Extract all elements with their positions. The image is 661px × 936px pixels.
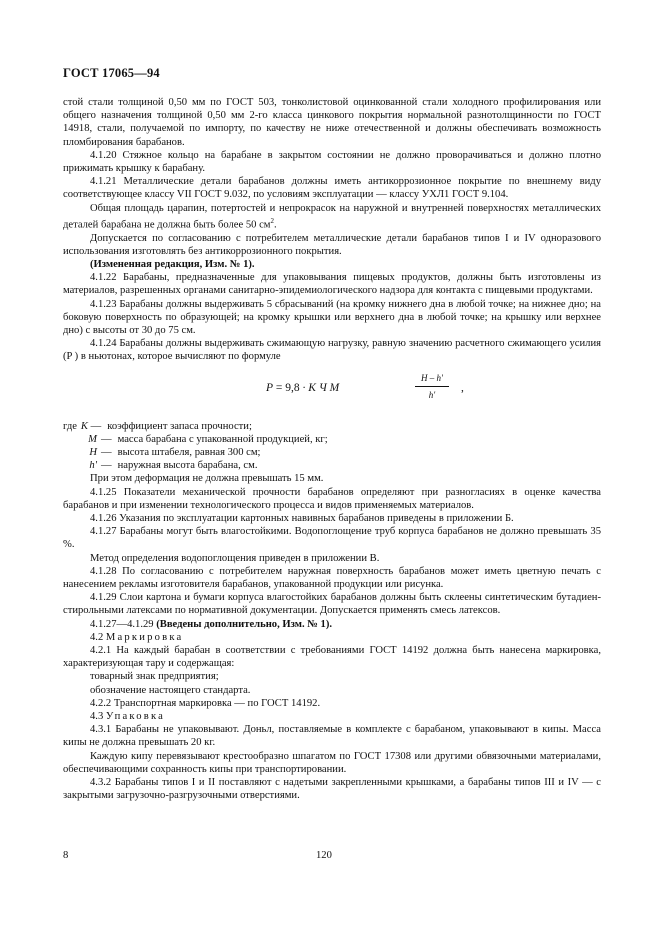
paragraph: 4.3.2 Барабаны типов I и II поставляют с надетыми закрепленными крышками, а барабаны типов III и IV — с закрытыми загрузочно-разгрузочными отверстиями. [63,777,601,802]
clause-range: 4.1.27—4.1.29 [90,618,157,630]
paragraph [63,202,601,232]
paragraph: 4.1.27 Барабаны могут быть влагостойкими. Водопоглощение труб корпуса барабанов не должно превышать 35 %. [63,526,601,551]
formula-main [266,382,339,395]
legend-dash: — [101,447,112,458]
formula-numerator: H – h' [415,372,449,387]
legend-row [63,433,601,446]
formula-lhs: P [266,381,274,394]
paragraph: стой стали толщиной 0,50 мм по ГОСТ 503, тонколистовой оцинкованной стали холодного профилирования или общего назначения толщиной 0,50 мм 2-го класса цинкового покрытия нормальной разнотолщинности по ГОСТ 14918, стали, получаемой по импорту, по качеству не ниже отечественной и должны обеспечивать возможность пломбирования барабанов. [63,97,601,148]
legend-symbol: M [88,433,97,445]
paragraph: 4.1.20 Стяжное кольцо на барабане в закрытом состоянии не должно проворачиваться и должно плотно прижимать крышку к барабану. [63,149,601,175]
legend-row [63,420,601,433]
formula [63,370,601,414]
legend-dash: — [101,460,112,472]
paragraph: Метод определения водопоглощения приведен в приложении В. [90,552,380,564]
paragraph: Каждую кипу перевязывают крестообразно шпагатом по ГОСТ 17308 или другими обвязочными материалами, обеспечивающими сохранность кипы при транспортировании. [63,750,601,775]
paragraph: 4.1.21 Металлические детали барабанов должны иметь антикоррозионное покрытие по внешнему виду соответствующее классу VII ГОСТ 9.032, по условиям эксплуатации — классу УХЛ1 ГОСТ 9.104. [63,176,601,201]
paragraph: 4.1.22 Барабаны, предназначенные для упаковывания пищевых продуктов, должны быть изготовлены из материалов, разрешенных органами санитарно-эпидемиологического надзора для контакта с пищевыми продуктами. [63,272,601,297]
paragraph-end: . [274,219,277,231]
legend-dash: — [88,420,102,432]
paragraph: 4.2.2 Транспортная маркировка — по ГОСТ 14192. [90,697,321,709]
document-body [63,96,601,802]
legend-dash: — [101,433,112,445]
amendment-note: (Введены дополнительно, Изм. № 1). [156,618,333,630]
legend-text: масса барабана с упакованной продукцией, кг; [117,433,328,445]
formula-legend [63,420,601,473]
paragraph: 4.1.23 Барабаны должны выдерживать 5 сбрасываний (на кромку нижнего дна в любой точке; на нижнее дно; на боковую поверхность по образующей; на кромку крышки или верхнего дна в любой точке; на крышку или верхнее дно) с высоты от 30 до 75 см. [63,298,601,336]
paragraph: обозначение настоящего стандарта. [90,684,251,696]
document-header: ГОСТ 17065—94 [63,66,160,80]
formula-denominator: h' [428,389,436,400]
paragraph: 4.1.29 Слои картона и бумаги корпуса влагостойких барабанов должны быть склеены синтетическим бутадиен-стирольными латексами по нормативной документации. Допускается применять смесь латексов. [63,592,601,617]
legend-where: где [63,420,77,432]
paragraph: 4.1.26 Указания по эксплуатации картонных навивных барабанов приведены в приложении Б. [90,513,514,525]
paragraph-text: Общая площадь царапин, потертостей и непрокрасок на наружной и внутренней поверхностях металлических деталей барабана не должна быть более 50 см [63,202,601,231]
formula-mid: · K Ч M [299,381,340,394]
legend-row [63,446,601,459]
paragraph: 4.1.28 По согласованию с потребителем наружная поверхность барабанов может иметь цветную печать с нанесением рекламы изготовителя барабанов, упакованной продукции или рисунка. [63,565,601,591]
amendment-note: (Измененная редакция, Изм. № 1). [90,258,255,270]
page-number-left: 8 [63,850,69,861]
formula-comma: , [461,381,464,394]
section-title: Маркировка [105,631,184,643]
paragraph: товарный знак предприятия; [90,671,219,683]
legend-text: высота штабеля, равная 300 см; [117,447,261,458]
section-number: 4.2 [90,631,106,643]
page-number-center: 120 [316,850,332,861]
paragraph: 4.3.1 Барабаны не упаковывают. Доньл, поставляемые в комплекте с барабаном, упаковывают в кипы. Масса кипы не должна превышать 20 кг. [63,724,601,749]
formula-coef: 9,8 [285,381,300,394]
legend-text: наружная высота барабана, см. [117,460,258,472]
superscript: 2 [270,216,274,225]
paragraph: 4.2.1 На каждый барабан в соответствии с требованиями ГОСТ 14192 должна быть нанесена маркировка, характеризующая тару и содержащая: [63,645,601,670]
legend-symbol: K [80,420,88,432]
section-heading [63,710,601,723]
paragraph: При этом деформация не должна превышать 15 мм. [90,473,324,485]
formula-fraction [415,372,449,402]
section-heading [63,631,601,644]
section-number: 4.3 [90,711,106,723]
legend-symbol: H [89,447,97,458]
legend-text: коэффициент запаса прочности; [107,420,252,432]
paragraph: 4.1.24 Барабаны должны выдерживать сжимающую нагрузку, равную значению расчетного сжимающего усилия (P ) в ньютонах, которое вычисляют по формуле [63,338,601,363]
section-title: Упаковка [105,711,166,723]
paragraph: 4.1.25 Показатели механической прочности барабанов определяют при разногласиях в оценке качества барабанов и при изменении технологического процесса и видов применяемых материалов. [63,486,601,511]
paragraph: Допускается по согласованию с потребителем металлические детали барабанов типов I и IV одноразового использования изготовлять без антикоррозионного покрытия. [63,232,601,257]
legend-row [63,459,601,472]
paragraph [63,618,601,631]
legend-symbol: h' [89,460,97,472]
formula-eq: = [273,381,286,394]
